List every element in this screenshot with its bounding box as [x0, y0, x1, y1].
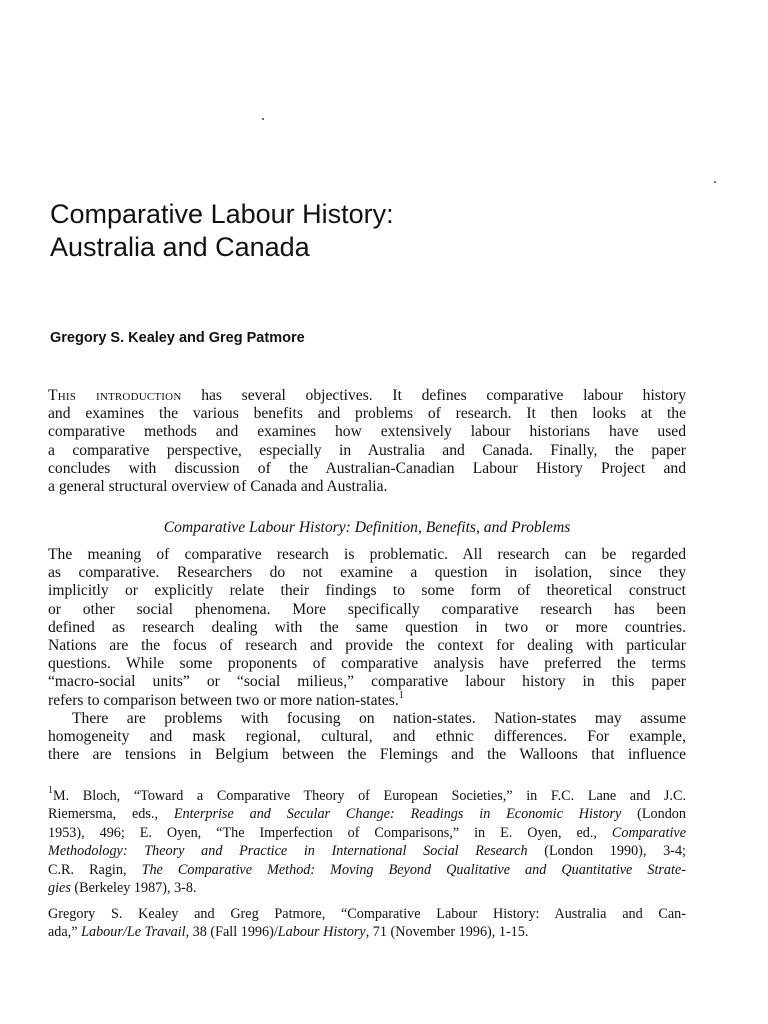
journal-name: Labour History	[277, 924, 366, 941]
article-authors: Gregory S. Kealey and Greg Patmore	[50, 330, 305, 346]
footnote-book-title: Comparative	[611, 824, 686, 841]
footnote-text: M. Bloch, “Toward a Comparative Theory of European Societies,” in F.C. Lane and J.C.	[53, 788, 686, 804]
title-line-2: Australia and Canada	[50, 232, 310, 262]
citation-text: ada,”	[48, 924, 82, 941]
footnote-reference[interactable]: 1	[398, 689, 404, 701]
body-line: “macro-social units” or “social milieus,” comparative labour history in this paper	[48, 673, 686, 691]
intro-line: a comparative perspective, especially in Australia and Canada. Finally, the paper	[48, 441, 686, 459]
footnote-line	[48, 879, 686, 897]
article-title	[50, 198, 710, 264]
body-line: There are problems with focusing on nation-states. Nation-states may assume	[72, 709, 686, 727]
body-line: homogeneity and mask regional, cultural, and ethnic differences. For example,	[48, 727, 686, 745]
intro-line: and examines the various benefits and problems of research. It then looks at the	[48, 405, 686, 423]
intro-line: comparative methods and examines how extensively labour historians have used	[48, 423, 686, 441]
footnote-line	[48, 805, 686, 823]
footnote-book-title: Methodology: Theory and Practice in International Social Research	[48, 843, 528, 860]
main-body-text	[48, 546, 686, 764]
title-line-1: Comparative Labour History:	[50, 199, 394, 229]
section-heading: Comparative Labour History: Definition, Benefits, and Problems	[163, 519, 571, 536]
citation-line	[48, 923, 686, 941]
body-line: or other social phenomena. More specifically comparative research has been	[48, 600, 686, 618]
scan-speck	[262, 118, 264, 120]
intro-line: concludes with discussion of the Australian-Canadian Labour History Project and	[48, 459, 686, 477]
body-line: questions. While some proponents of comparative analysis have preferred the terms	[48, 655, 686, 673]
citation-text: , 38 (Fall 1996)/	[185, 924, 278, 941]
body-line: there are tensions in Belgium between the Flemings and the Walloons that influence	[48, 746, 686, 764]
intro-lead-in: This introduction	[48, 387, 182, 404]
journal-name: Labour/Le Travail	[81, 924, 186, 941]
scan-speck	[714, 181, 716, 183]
footnote-line	[48, 861, 686, 879]
body-line: defined as research dealing with the same question in two or more countries.	[48, 618, 686, 636]
footnote-text: C.R. Ragin,	[48, 861, 142, 878]
body-line	[48, 689, 686, 710]
article-citation	[48, 905, 686, 942]
body-line: implicitly or explicitly relate their findings to some form of theoretical construct	[48, 582, 686, 600]
body-line: Nations are the focus of research and provide the context for dealing with particular	[48, 636, 686, 654]
citation-line: Gregory S. Kealey and Greg Patmore, “Comparative Labour History: Australia and Can-	[48, 906, 686, 922]
footnote	[48, 787, 686, 897]
footnote-line	[48, 824, 686, 842]
intro-line: a general structural overview of Canada and Australia.	[48, 477, 388, 495]
introduction-paragraph	[48, 387, 686, 496]
footnote-text: Riemersma, eds.,	[48, 806, 174, 823]
intro-line	[48, 387, 686, 405]
footnote-text: (London	[621, 806, 686, 823]
body-line: as comparative. Researchers do not examine a question in isolation, since they	[48, 564, 686, 582]
citation-text: , 71 (November 1996), 1-15.	[365, 924, 529, 941]
footnote-book-title: Enterprise and Secular Change: Readings in Economic History	[173, 806, 622, 823]
intro-line-1-text: has several objectives. It defines comparative labour history	[201, 387, 686, 404]
footnote-line	[48, 787, 686, 805]
footnote-text: 1953), 496; E. Oyen, “The Imperfection of Comparisons,” in E. Oyen, ed.,	[48, 824, 612, 841]
footnote-line	[48, 842, 686, 860]
footnote-marker: 1	[48, 785, 53, 796]
body-line-text: refers to comparison between two or more nation-states.	[48, 691, 399, 709]
footnote-book-title: The Comparative Method: Moving Beyond Qualitative and Quantitative Strate-	[141, 861, 686, 878]
footnote-book-title: gies	[48, 879, 71, 896]
footnote-text: (London 1990), 3-4;	[527, 843, 686, 860]
footnote-text: (Berkeley 1987), 3-8.	[70, 879, 197, 896]
body-line: The meaning of comparative research is problematic. All research can be regarded	[48, 546, 686, 563]
